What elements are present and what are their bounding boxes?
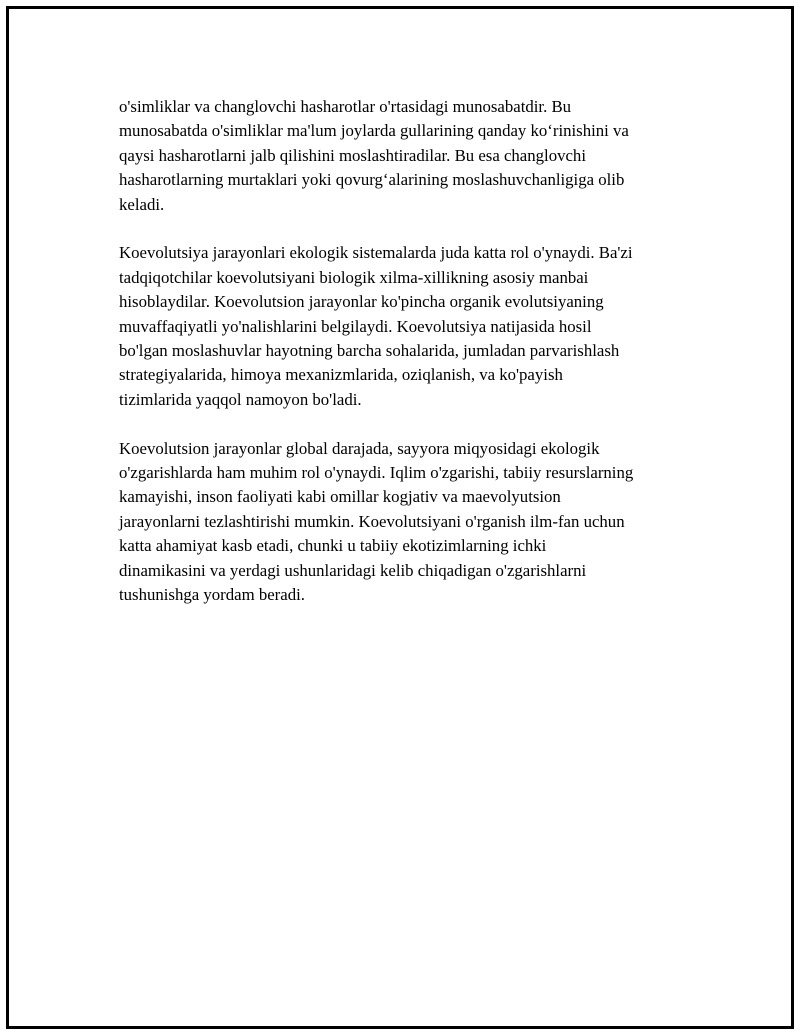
text-line: tushunishga yordam beradi. xyxy=(119,585,305,605)
text-line: muvaffaqiyatli yo'nalishlarini belgilaydi. Koevolutsiya natijasida hosil xyxy=(119,316,592,336)
text-line: munosabatda o'simliklar ma'lum joylarda gullarining qanday ko‘rinishini va xyxy=(119,121,629,141)
text-line: katta ahamiyat kasb etadi, chunki u tabiiy ekotizimlarning ichki xyxy=(119,536,547,556)
text-line: hisoblaydilar. Koevolutsion jarayonlar ko'pincha organik evolutsiyaning xyxy=(119,292,604,312)
text-line: bo'lgan moslashuvlar hayotning barcha sohalarida, jumladan parvarishlash xyxy=(119,341,620,361)
text-line: tadqiqotchilar koevolutsiyani biologik xilma-xillikning asosiy manbai xyxy=(119,267,589,287)
text-line: dinamikasini va yerdagi ushunlaridagi kelib chiqadigan o'zgarishlarni xyxy=(119,560,587,580)
text-line: jarayonlarni tezlashtirishi mumkin. Koevolutsiyani o'rganish ilm-fan uchun xyxy=(119,511,625,531)
text-line: hasharotlarning murtaklari yoki qovurg‘alarining moslashuvchanligiga olib xyxy=(119,170,625,190)
paragraph-3 xyxy=(119,437,699,608)
paragraph-2 xyxy=(119,241,699,412)
text-line: Koevolutsiya jarayonlari ekologik sistemalarda juda katta rol o'ynaydi. Ba'zi xyxy=(119,243,633,263)
text-line: o'zgarishlarda ham muhim rol o'ynaydi. Iqlim o'zgarishi, tabiiy resurslarning xyxy=(119,463,634,483)
text-line: keladi. xyxy=(119,194,165,214)
text-line: o'simliklar va changlovchi hasharotlar o'rtasidagi munosabatdir. Bu xyxy=(119,97,572,116)
document-page xyxy=(6,6,794,1029)
text-line: strategiyalarida, himoya mexanizmlarida, oziqlanish, va ko'payish xyxy=(119,365,563,385)
text-line: Koevolutsion jarayonlar global darajada, sayyora miqyosidagi ekologik xyxy=(119,438,600,458)
document-body xyxy=(119,95,699,632)
text-line: tizimlarida yaqqol namoyon bo'ladi. xyxy=(119,389,362,409)
text-line: kamayishi, inson faoliyati kabi omillar kogjativ va maevolyutsion xyxy=(119,487,561,507)
text-line: qaysi hasharotlarni jalb qilishini moslashtiradilar. Bu esa changlovchi xyxy=(119,145,586,165)
paragraph-1 xyxy=(119,95,699,217)
